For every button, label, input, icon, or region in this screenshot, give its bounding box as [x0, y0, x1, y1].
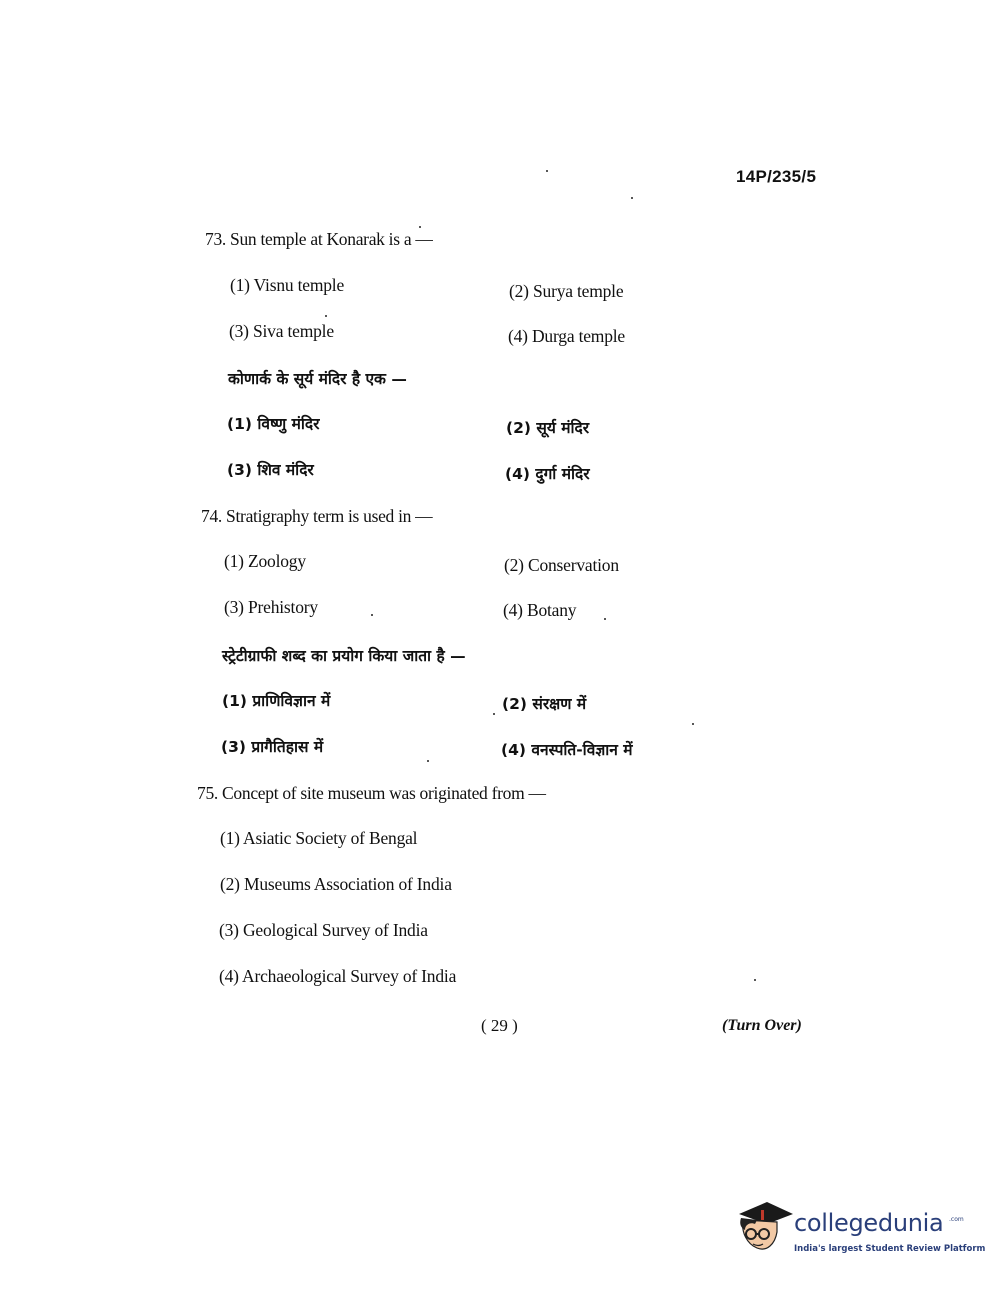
scan-speck — [631, 197, 633, 199]
option-1: (1) Visnu temple — [230, 275, 345, 295]
question-stem: 73. Sun temple at Konarak is a — — [205, 229, 433, 249]
brand-tagline: India's largest Student Review Platform — [794, 1244, 986, 1254]
question-stem: 75. Concept of site museum was originated from — — [197, 783, 546, 803]
turn-over-note: (Turn Over) — [722, 1017, 802, 1034]
hindi-option-4: (4) दुर्गा मंदिर — [505, 465, 590, 483]
hindi-option-4: (4) वनस्पति-विज्ञान में — [501, 741, 633, 759]
option-4: (4) Durga temple — [508, 326, 625, 346]
hindi-option-2: (2) सूर्य मंदिर — [506, 419, 590, 437]
option-3: (3) Geological Survey of India — [219, 920, 428, 940]
mascot-logo-icon — [733, 1194, 795, 1258]
option-2: (2) Museums Association of India — [220, 874, 452, 894]
hindi-option-1: (1) प्राणिविज्ञान में — [222, 692, 331, 710]
option-1: (1) Zoology — [224, 551, 306, 571]
brand-domain: .com — [949, 1216, 964, 1223]
option-3: (3) Prehistory — [224, 597, 318, 617]
option-2: (2) Surya temple — [509, 281, 624, 301]
scan-speck — [546, 170, 548, 172]
scan-speck — [692, 723, 694, 725]
question-stem: 74. Stratigraphy term is used in — — [201, 506, 433, 526]
option-4: (4) Archaeological Survey of India — [219, 966, 457, 986]
hindi-option-3: (3) प्रागैतिहास में — [221, 738, 324, 756]
brand-name: collegedunia — [794, 1209, 944, 1237]
collegedunia-watermark — [733, 1194, 986, 1274]
hindi-option-3: (3) शिव मंदिर — [227, 461, 314, 479]
page-number: ( 29 ) — [481, 1016, 518, 1035]
scan-speck — [427, 760, 429, 762]
hindi-option-2: (2) संरक्षण में — [502, 695, 587, 713]
hindi-option-1: (1) विष्णु मंदिर — [227, 415, 320, 433]
hindi-stem: स्ट्रेटीग्राफी शब्द का प्रयोग किया जाता है — — [222, 647, 466, 665]
paper-code: 14P/235/5 — [736, 167, 817, 186]
scan-speck — [325, 315, 327, 317]
option-1: (1) Asiatic Society of Bengal — [220, 828, 418, 848]
hindi-stem: कोणार्क के सूर्य मंदिर है एक — — [228, 370, 407, 388]
scan-speck — [419, 226, 421, 228]
option-2: (2) Conservation — [504, 555, 619, 575]
scan-speck — [493, 713, 495, 715]
option-3: (3) Siva temple — [229, 321, 334, 341]
scan-speck — [604, 618, 606, 620]
option-4: (4) Botany — [503, 600, 577, 620]
scan-speck — [754, 979, 756, 981]
scan-speck — [371, 614, 373, 616]
